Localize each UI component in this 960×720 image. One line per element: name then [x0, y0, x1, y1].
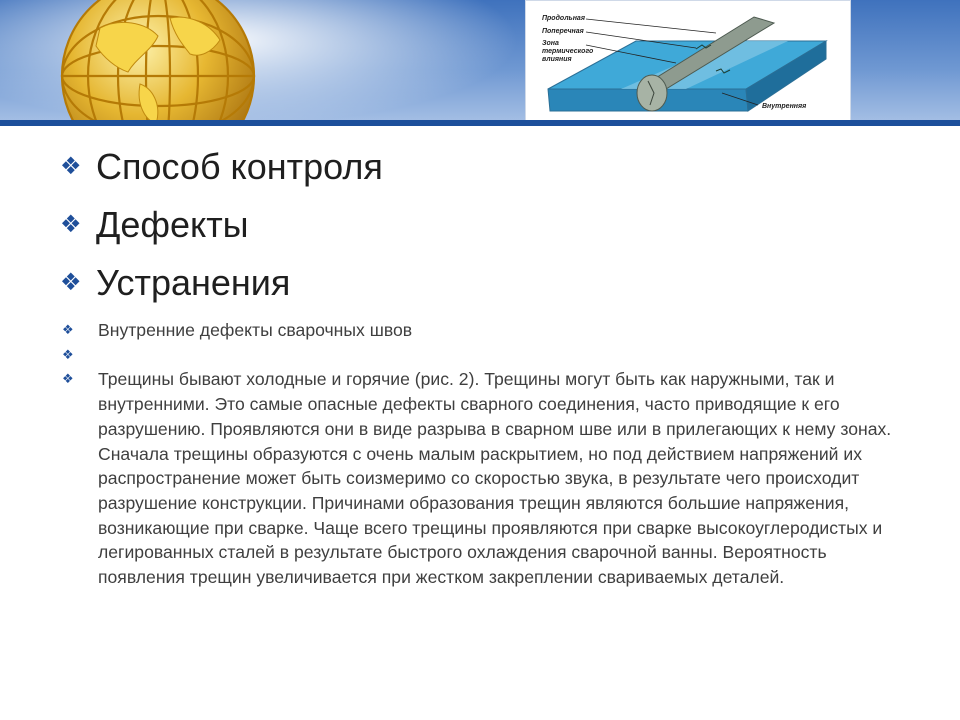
bullet-label: Дефекты [96, 204, 249, 245]
diamond-bullet-icon: ❖ [60, 153, 82, 180]
bullet-item-defects [60, 196, 910, 254]
cracks-paragraph: Трещины бывают холодные и горячие (рис. 2). Трещины могут быть как наружными, так и внутренними. Это самые опасные дефекты сварного соединения, часто приводящие к его разрушению. Проявляются они в виде разрыва в сварном шве или в прилегающих к нему зонах. Сначала трещины образуются с очень малым раскрытием, но под действием напряжений их распространение может быть соизмеримо со скоростью звука, в результате чего происходит разрушение конструкции. Причинами образования трещин являются большие напряжения, возникающие при сварке. Чаще всего трещины проявляются при сварке высокоуглеродистых и легированных сталей в результате быстрого охлаждения сварочной ванны. Вероятность появления трещин увеличивается при жестком закреплении свариваемых деталей. [98, 369, 892, 588]
figure-label-longitudinal: Продольная [542, 15, 585, 22]
world-globe-icon [40, 0, 280, 126]
figure-label-influence: влияния [542, 56, 572, 63]
diamond-bullet-icon: ❖ [62, 346, 74, 362]
header-divider [0, 120, 960, 126]
diamond-bullet-icon: ❖ [62, 322, 74, 337]
diamond-bullet-icon: ❖ [60, 269, 82, 296]
bullet-text [98, 343, 910, 368]
figure-label-zone: Зона [542, 40, 559, 47]
slide-content [60, 138, 910, 590]
bullet-item-internal-defects [60, 318, 910, 343]
bullet-item-empty [60, 343, 910, 368]
figure-label-transverse: Поперечная [542, 28, 584, 35]
diamond-bullet-icon: ❖ [62, 371, 74, 387]
bullet-item-cracks [60, 367, 910, 589]
bullet-item-elimination [60, 254, 910, 312]
figure-label-thermal: термического [542, 48, 594, 55]
figure-label-internal: Внутренняя [762, 103, 807, 110]
slide-header [0, 0, 960, 126]
bullet-label: Устранения [96, 262, 291, 303]
weld-diagram [525, 0, 851, 122]
bullet-text: Внутренние дефекты сварочных швов [98, 320, 413, 340]
diamond-bullet-icon: ❖ [60, 211, 82, 238]
bullet-item-control-method [60, 138, 910, 196]
bullet-label: Способ контроля [96, 146, 383, 187]
